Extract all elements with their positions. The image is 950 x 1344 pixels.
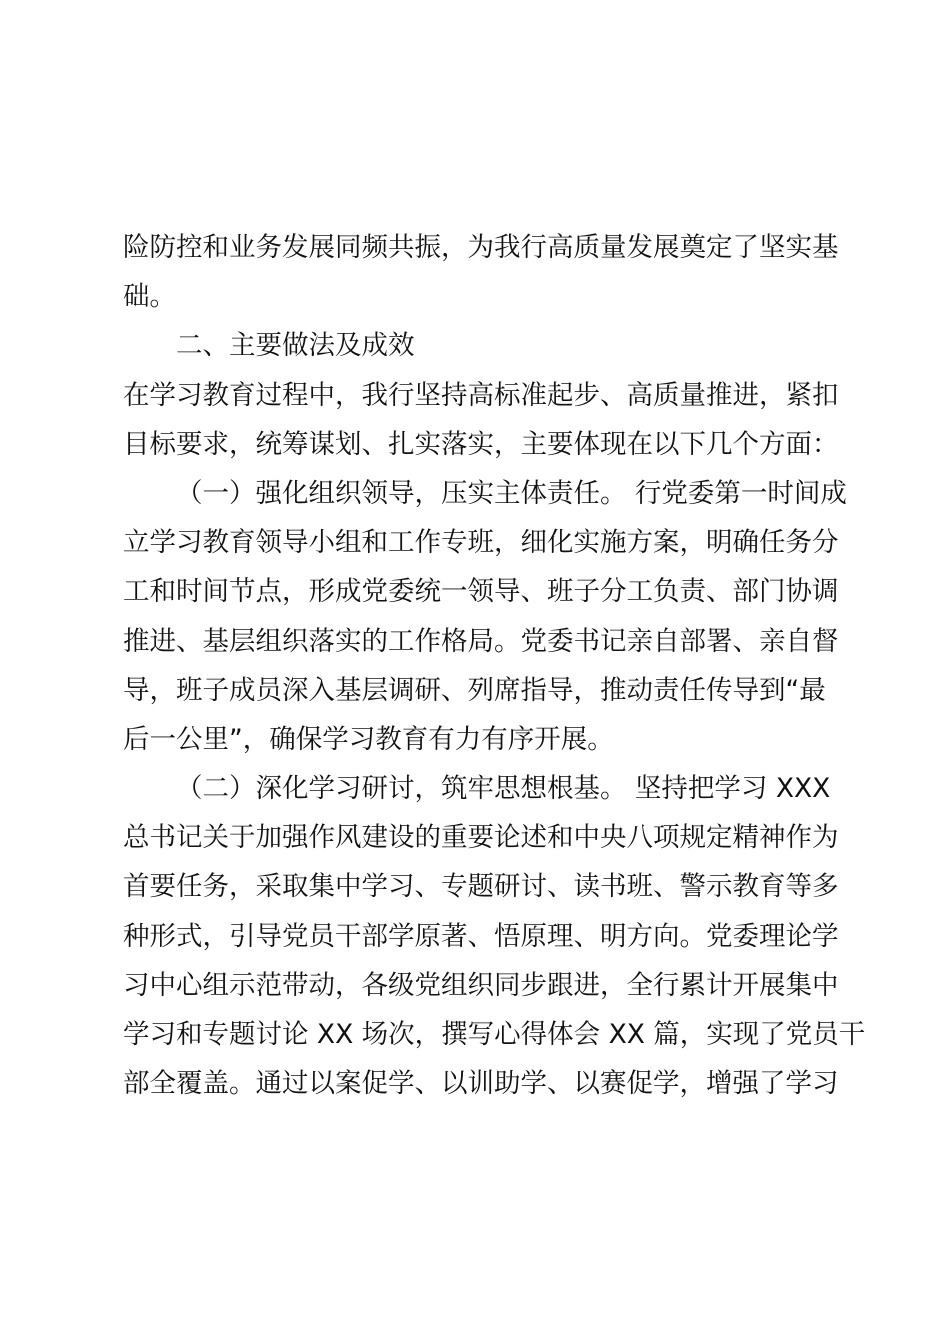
paragraph-line: 种形式，引导党员干部学原著、悟原理、明方向。党委理论学 [123,920,839,952]
section-heading: 二、主要做法及成效 [176,330,415,362]
subsection-first-line: （二）深化学习研讨，筑牢思想根基。 坚持把学习 XXX [176,773,831,805]
document-body [123,223,866,1108]
paragraph-line: 后一公里”，确保学习教育有力有序开展。 [123,723,614,755]
paragraph-line: 导，班子成员深入基层调研、列席指导，推动责任传导到“最 [123,674,826,706]
paragraph-line: 础。 [123,281,176,313]
paragraph-line: 部全覆盖。通过以案促学、以训助学、以赛促学，增强了学习 [123,1068,839,1100]
paragraph-line: 总书记关于加强作风建设的重要论述和中央八项规定精神作为 [123,822,839,854]
paragraph-line: 习中心组示范带动，各级党组织同步跟进，全行累计开展集中 [123,969,839,1001]
paragraph-line: 工和时间节点，形成党委统一领导、班子分工负责、部门协调 [123,576,839,608]
paragraph-line: 推进、基层组织落实的工作格局。党委书记亲自部署、亲自督 [123,625,839,657]
paragraph-line: 目标要求，统筹谋划、扎实落实，主要体现在以下几个方面： [123,428,839,460]
paragraph-line: 立学习教育领导小组和工作专班，细化实施方案，明确任务分 [123,527,839,559]
subsection-first-line: （一）强化组织领导，压实主体责任。 行党委第一时间成 [176,477,847,509]
paragraph-line: 在学习教育过程中，我行坚持高标准起步、高质量推进，紧扣 [123,379,839,411]
paragraph-line: 险防控和业务发展同频共振，为我行高质量发展奠定了坚实基 [123,232,839,263]
paragraph-line: 学习和专题讨论 XX 场次，撰写心得体会 XX 篇，实现了党员干 [123,1019,866,1050]
paragraph-line: 首要任务，采取集中学习、专题研讨、读书班、警示教育等多 [123,871,839,903]
